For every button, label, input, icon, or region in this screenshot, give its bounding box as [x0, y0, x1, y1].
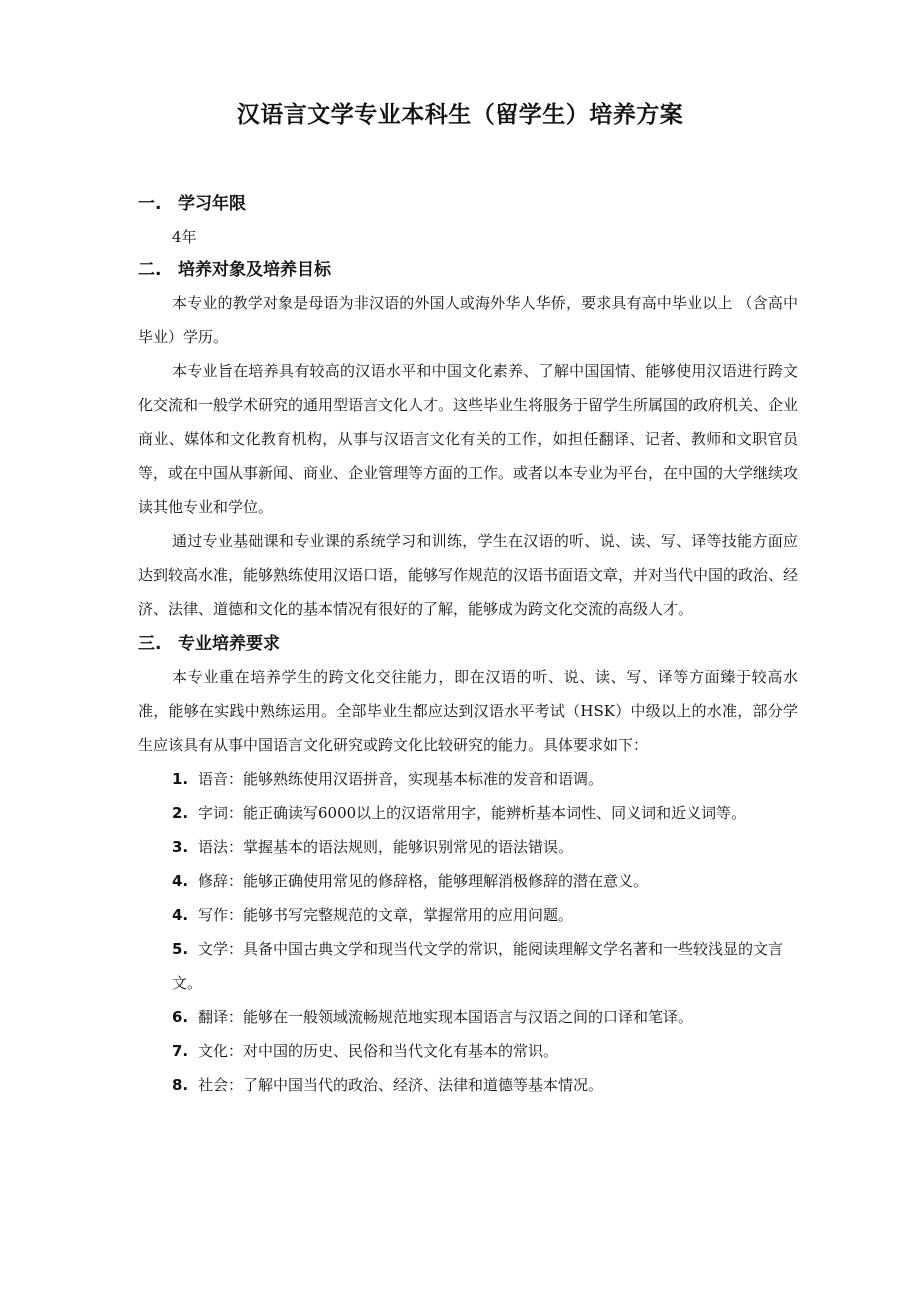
list-number: 3. [172, 838, 189, 856]
section-title: 学习年限 [178, 194, 246, 214]
list-item [138, 898, 798, 932]
section-number: 一. [138, 194, 162, 214]
list-text: 社会：了解中国当代的政治、经济、法律和道德等基本情况。 [198, 1076, 604, 1094]
list-item [138, 796, 798, 830]
requirements-list [138, 762, 798, 1102]
list-text: 修辞：能够正确使用常见的修辞格，能够理解消极修辞的潜在意义。 [198, 872, 649, 890]
list-number: 1. [172, 770, 189, 788]
section-heading-requirements [138, 628, 798, 660]
section-title: 专业培养要求 [178, 634, 280, 654]
list-item [138, 1034, 798, 1068]
list-text: 字词：能正确读写6000以上的汉语常用字，能辨析基本词性、同义词和近义词等。 [198, 804, 747, 822]
paragraph: 4年 [172, 228, 197, 246]
document-body [138, 188, 798, 1102]
list-text: 翻译：能够在一般领域流畅规范地实现本国语言与汉语之间的口译和笔译。 [198, 1008, 694, 1026]
list-text: 语法：掌握基本的语法规则，能够识别常见的语法错误。 [198, 838, 574, 856]
list-item [138, 1000, 798, 1034]
section-number: 二. [138, 260, 162, 280]
list-text: 写作：能够书写完整规范的文章，掌握常用的应用问题。 [198, 906, 574, 924]
list-item [138, 762, 798, 796]
list-number: 6. [172, 1008, 189, 1026]
section-title: 培养对象及培养目标 [178, 260, 331, 280]
list-text: 文学：具备中国古典文学和现当代文学的常识，能阅读理解文学名著和一些较浅显的文言文。 [172, 940, 784, 992]
list-number: 4. [172, 872, 189, 890]
list-text: 语音：能够熟练使用汉语拼音，实现基本标准的发音和语调。 [198, 770, 604, 788]
list-item [138, 1068, 798, 1102]
list-number: 4. [172, 906, 189, 924]
paragraph: 本专业重在培养学生的跨文化交往能力，即在汉语的听、说、读、写、译等方面臻于较高水准，能够在实践中熟练运用。全部毕业生都应达到汉语水平考试（HSK）中级以上的水准，部分学生应该具有从事中国语言文化研究或跨文化比较研究的能力。具体要求如下： [138, 668, 798, 754]
list-number: 8. [172, 1076, 189, 1094]
list-item [138, 830, 798, 864]
list-text: 文化：对中国的历史、民俗和当代文化有基本的常识。 [198, 1042, 559, 1060]
page-title: 汉语言文学专业本科生（留学生）培养方案 [236, 102, 684, 128]
list-number: 5. [172, 940, 189, 958]
list-item [138, 932, 798, 1000]
section-heading-study-years [138, 188, 798, 220]
list-number: 7. [172, 1042, 189, 1060]
list-item [138, 864, 798, 898]
paragraph: 本专业的教学对象是母语为非汉语的外国人或海外华人华侨，要求具有高中毕业以上 （含高中毕业）学历。 [138, 294, 798, 346]
list-number: 2. [172, 804, 189, 822]
paragraph: 本专业旨在培养具有较高的汉语水平和中国文化素养、了解中国国情、能够使用汉语进行跨文化交流和一般学术研究的通用型语言文化人才。这些毕业生将服务于留学生所属国的政府机关、企业商业、媒体和文化教育机构，从事与汉语言文化有关的工作，如担任翻译、记者、教师和文职官员等，或在中国从事新闻、商业、企业管理等方面的工作。或者以本专业为平台，在中国的大学继续攻读其他专业和学位。 [138, 362, 799, 516]
section-heading-objectives [138, 254, 798, 286]
paragraph: 通过专业基础课和专业课的系统学习和训练，学生在汉语的听、说、读、写、译等技能方面应达到较高水准，能够熟练使用汉语口语，能够写作规范的汉语书面语文章，并对当代中国的政治、经济、法律、道德和文化的基本情况有很好的了解，能够成为跨文化交流的高级人才。 [138, 532, 799, 618]
section-number: 三. [138, 634, 162, 654]
